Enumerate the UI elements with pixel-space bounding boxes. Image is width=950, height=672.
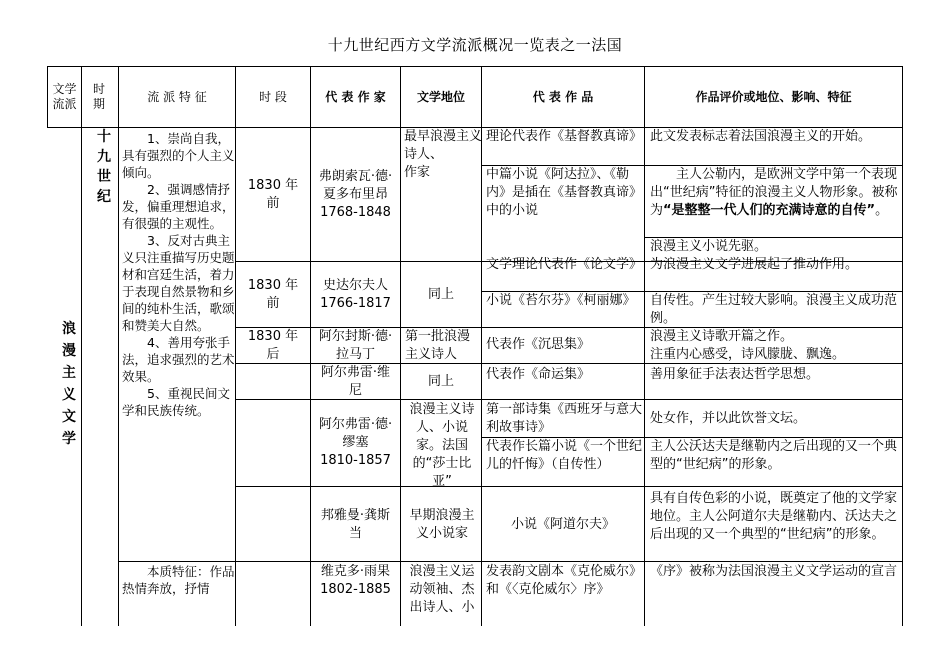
writer-hugo: 维克多·雨果 1802-1885	[320, 564, 391, 597]
work-hugo: 发表韵文剧本《克伦威尔》和《〈克伦威尔〉序》	[486, 564, 643, 597]
writer-chateaubriand: 弗朗索瓦·德· 夏多布里昂 1768-1848	[318, 168, 393, 220]
work-stael-2: 小说《苔尔芬》《柯丽娜》	[486, 293, 636, 308]
time-chateaubriand: 1830 年 前	[247, 177, 299, 211]
eval-chateaubriand-1: 此文发表标志着法国浪漫主义的开始。	[650, 129, 872, 144]
work-vigny: 代表作《命运集》	[486, 367, 591, 382]
header-status: 文学地位	[416, 90, 465, 104]
work-constant: 小说《阿道尔夫》	[510, 516, 615, 532]
col-line	[400, 66, 401, 626]
table-border-right	[902, 66, 903, 626]
header-works: 代 表 作 品	[532, 90, 594, 104]
header-eval: 作品评价或地位、影响、特征	[695, 90, 852, 104]
status-stael: 同上	[427, 287, 454, 302]
writer-vigny: 阿尔弗雷·维 尼	[320, 365, 391, 398]
writer-lamartine: 阿尔封斯·德· 拉马丁	[318, 329, 393, 362]
header-school: 文学 流派	[52, 82, 77, 111]
eval-chateaubriand-3: 浪漫主义小说先驱。	[650, 239, 768, 254]
period-name: 十 九 世 纪	[97, 129, 111, 205]
eval-stael-2: 自传性。产生过较大影响。浪漫主义成功范例。	[650, 293, 898, 326]
header-period: 时期	[92, 82, 105, 111]
work-chateaubriand-1: 理论代表作《基督教真谛》	[486, 129, 643, 144]
work-musset-2: 代表作长篇小说《一个世纪儿的忏悔》（自传性）	[486, 439, 643, 472]
eval-stael-1: 为浪漫主义文学进展起了推动作用。	[650, 257, 859, 272]
status-vigny: 同上	[427, 374, 454, 389]
work-lamartine: 代表作《沉思集》	[486, 337, 591, 352]
time-stael: 1830 年 前	[247, 278, 299, 311]
col-line	[118, 66, 119, 626]
eval-chateaubriand-2-quote: “是整整一代人们的充满诗意的自传”	[663, 203, 876, 218]
work-chateaubriand-2: 中篇小说《阿达拉》、《勒内》是插在《基督教真谛》中的小说	[486, 167, 643, 218]
writer-constant: 邦雅曼·龚斯 当	[320, 507, 391, 541]
eval-lamartine: 浪漫主义诗歌开篇之作。 注重内心感受，诗风朦胧、飘逸。	[650, 329, 846, 362]
work-stael-1: 文学理论代表作《论文学》	[486, 257, 643, 272]
eval-chateaubriand-2	[650, 166, 902, 220]
eval-musset-1: 处女作，并以此饮誉文坛。	[650, 411, 807, 426]
eval-chateaubriand-2-text: 主人公勒内，是欧洲文学中第一个表现出“世纪病”特征的浪漫主义人物形象。被称为	[650, 167, 898, 218]
col-line	[81, 66, 82, 626]
header-writer: 代 表 作 家	[325, 90, 386, 104]
header-time: 时 段	[259, 90, 287, 104]
status-musset: 浪漫主义诗人、小说家。法国的“莎士比亚”	[409, 402, 475, 489]
writer-musset: 阿尔弗雷·德· 缪塞 1810-1857	[318, 417, 393, 468]
status-chateaubriand: 最早浪漫主义诗人、 作家	[404, 129, 482, 180]
status-lamartine: 第一批浪漫主义诗人	[405, 329, 471, 362]
writer-stael: 史达尔夫人 1766-1817	[320, 278, 391, 311]
document-title: 十九世纪西方文学流派概况一览表之一法国	[327, 36, 623, 54]
work-musset-1: 第一部诗集《西班牙与意大利故事诗》	[486, 402, 643, 435]
status-constant: 早期浪漫主义小说家	[409, 507, 475, 541]
eval-musset-2: 主人公沃达夫是继勒内之后出现的又一个典型的“世纪病”的形象。	[650, 439, 898, 472]
eval-chateaubriand-2-end: 。	[875, 203, 889, 218]
status-hugo: 浪漫主义运动领袖、杰出诗人、小	[409, 564, 475, 615]
eval-hugo: 《序》被称为法国浪漫主义文学运动的宣言	[650, 564, 898, 579]
school-name: 浪 漫 主 义 文 学	[62, 321, 76, 447]
time-lamartine: 1830 年 后	[247, 329, 299, 362]
eval-vigny: 善用象征手法表达哲学思想。	[650, 367, 820, 382]
essence-text: 本质特征：作品热情奔放，抒情	[122, 564, 235, 596]
eval-constant: 具有自传色彩的小说，既奠定了他的文学家地位。主人公阿道尔夫是继勒内、沃达夫之后出现的又一个典型的“世纪病”的形象。	[650, 491, 898, 542]
col-line	[644, 66, 645, 626]
header-features: 流 派 特 征	[147, 90, 207, 104]
features-text: 1、崇尚自我，具有强烈的个人主义倾向。 2、强调感情抒发，偏重理想追求，有很强的主观性。 3、反对古典主义只注重描写历史题材和宫廷生活，着力于表现自然景物和乡间的纯朴生活，歌颂和赞美大自然。 4、善用夸张手法，追求强烈的艺术效果。 5、重视民间文学和民族传统。	[122, 131, 235, 418]
